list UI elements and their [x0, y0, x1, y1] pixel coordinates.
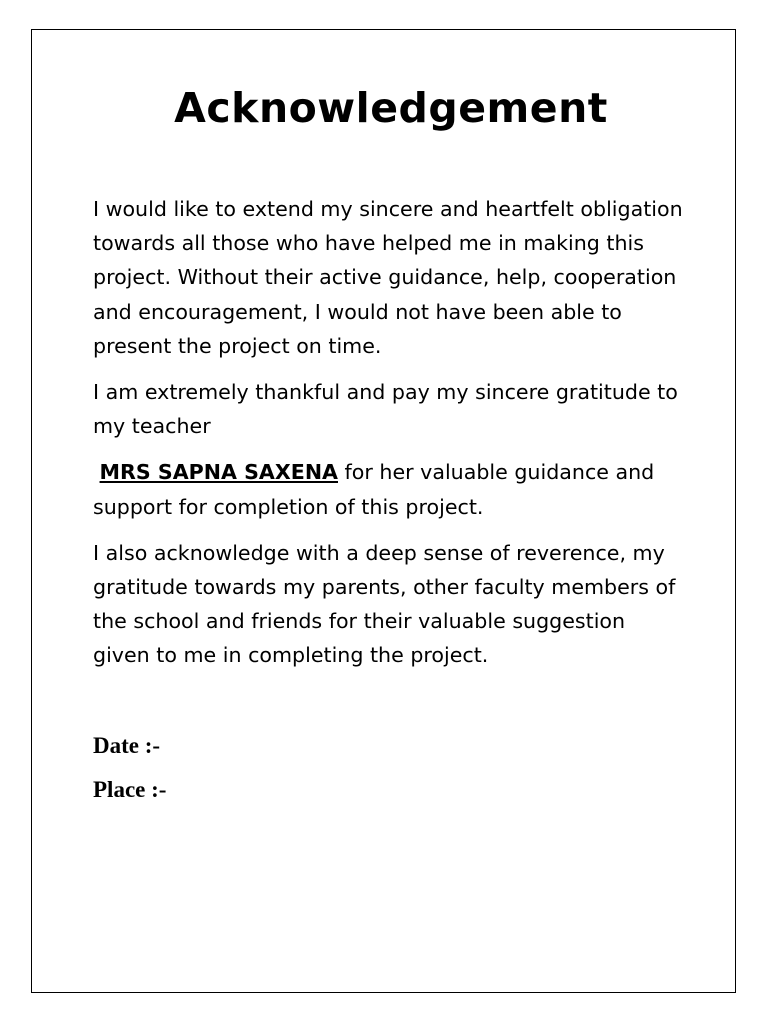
paragraph-reverence: I also acknowledge with a deep sense of reverence, my gratitude towards my parents, other faculty members of the school and friends for their valuable suggestion given to me in completing the project. [93, 540, 676, 668]
signature-block [93, 729, 166, 817]
paragraph-teacher-text: for her valuable guidance and support for completion of this project. [93, 460, 655, 519]
teacher-name: MRS SAPNA SAXENA [99, 460, 338, 485]
page-title: Acknowledgement [174, 84, 608, 132]
paragraph-obligation: I would like to extend my sincere and heartfelt obligation towards all those who have helped me in making this project. Without their active guidance, help, cooperation and encouragement, I would not have been able to present the project on time. [93, 197, 683, 358]
place-label: Place :- [93, 777, 167, 802]
date-label: Date :- [93, 733, 161, 758]
paragraph-teacher [93, 455, 683, 523]
paragraph-gratitude: I am extremely thankful and pay my sincere gratitude to my teacher [93, 380, 678, 439]
acknowledgement-body [93, 192, 683, 685]
